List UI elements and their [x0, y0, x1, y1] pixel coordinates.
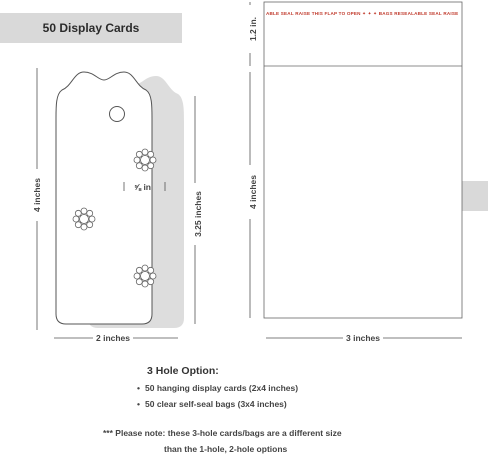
bullet-icon: • — [137, 383, 140, 393]
card-width-label: 2 inches — [93, 333, 133, 343]
hang-hole-icon — [110, 107, 125, 122]
display-card-outline — [56, 72, 152, 324]
note-line-2: than the 1-hole, 2-hole options — [164, 444, 288, 454]
option-item — [137, 399, 287, 409]
bag-height-label: 4 inches — [248, 165, 258, 219]
bullet-icon: • — [137, 399, 140, 409]
clear-bag-outline — [264, 2, 462, 318]
option-title: 3 Hole Option: — [147, 365, 219, 377]
option-item-text: 50 hanging display cards (2x4 inches) — [145, 383, 299, 393]
flower-size-label: ⅝ in — [134, 182, 152, 192]
flower-icon — [134, 265, 156, 287]
card-height-label: 4 inches — [32, 169, 42, 221]
bag-width-label: 3 inches — [343, 333, 383, 343]
flower-icon — [134, 149, 156, 171]
bag-flap-text: ABLE SEAL RAISE THIS FLAP TO OPEN ✦ ✦ ✦ BAGS RESEALABLE SEAL RAISE — [266, 11, 459, 16]
note-line-1: *** Please note: these 3-hole cards/bags are a different size — [103, 428, 342, 438]
display-cards-label-text: 50 Display Cards — [42, 21, 140, 35]
card-inner-height-label: 3.25 inches — [193, 183, 203, 245]
option-item — [137, 383, 298, 393]
flower-icon — [73, 208, 95, 230]
bag-flap-label: 1.2 in. — [248, 5, 258, 53]
option-item-text: 50 clear self-seal bags (3x4 inches) — [145, 399, 287, 409]
